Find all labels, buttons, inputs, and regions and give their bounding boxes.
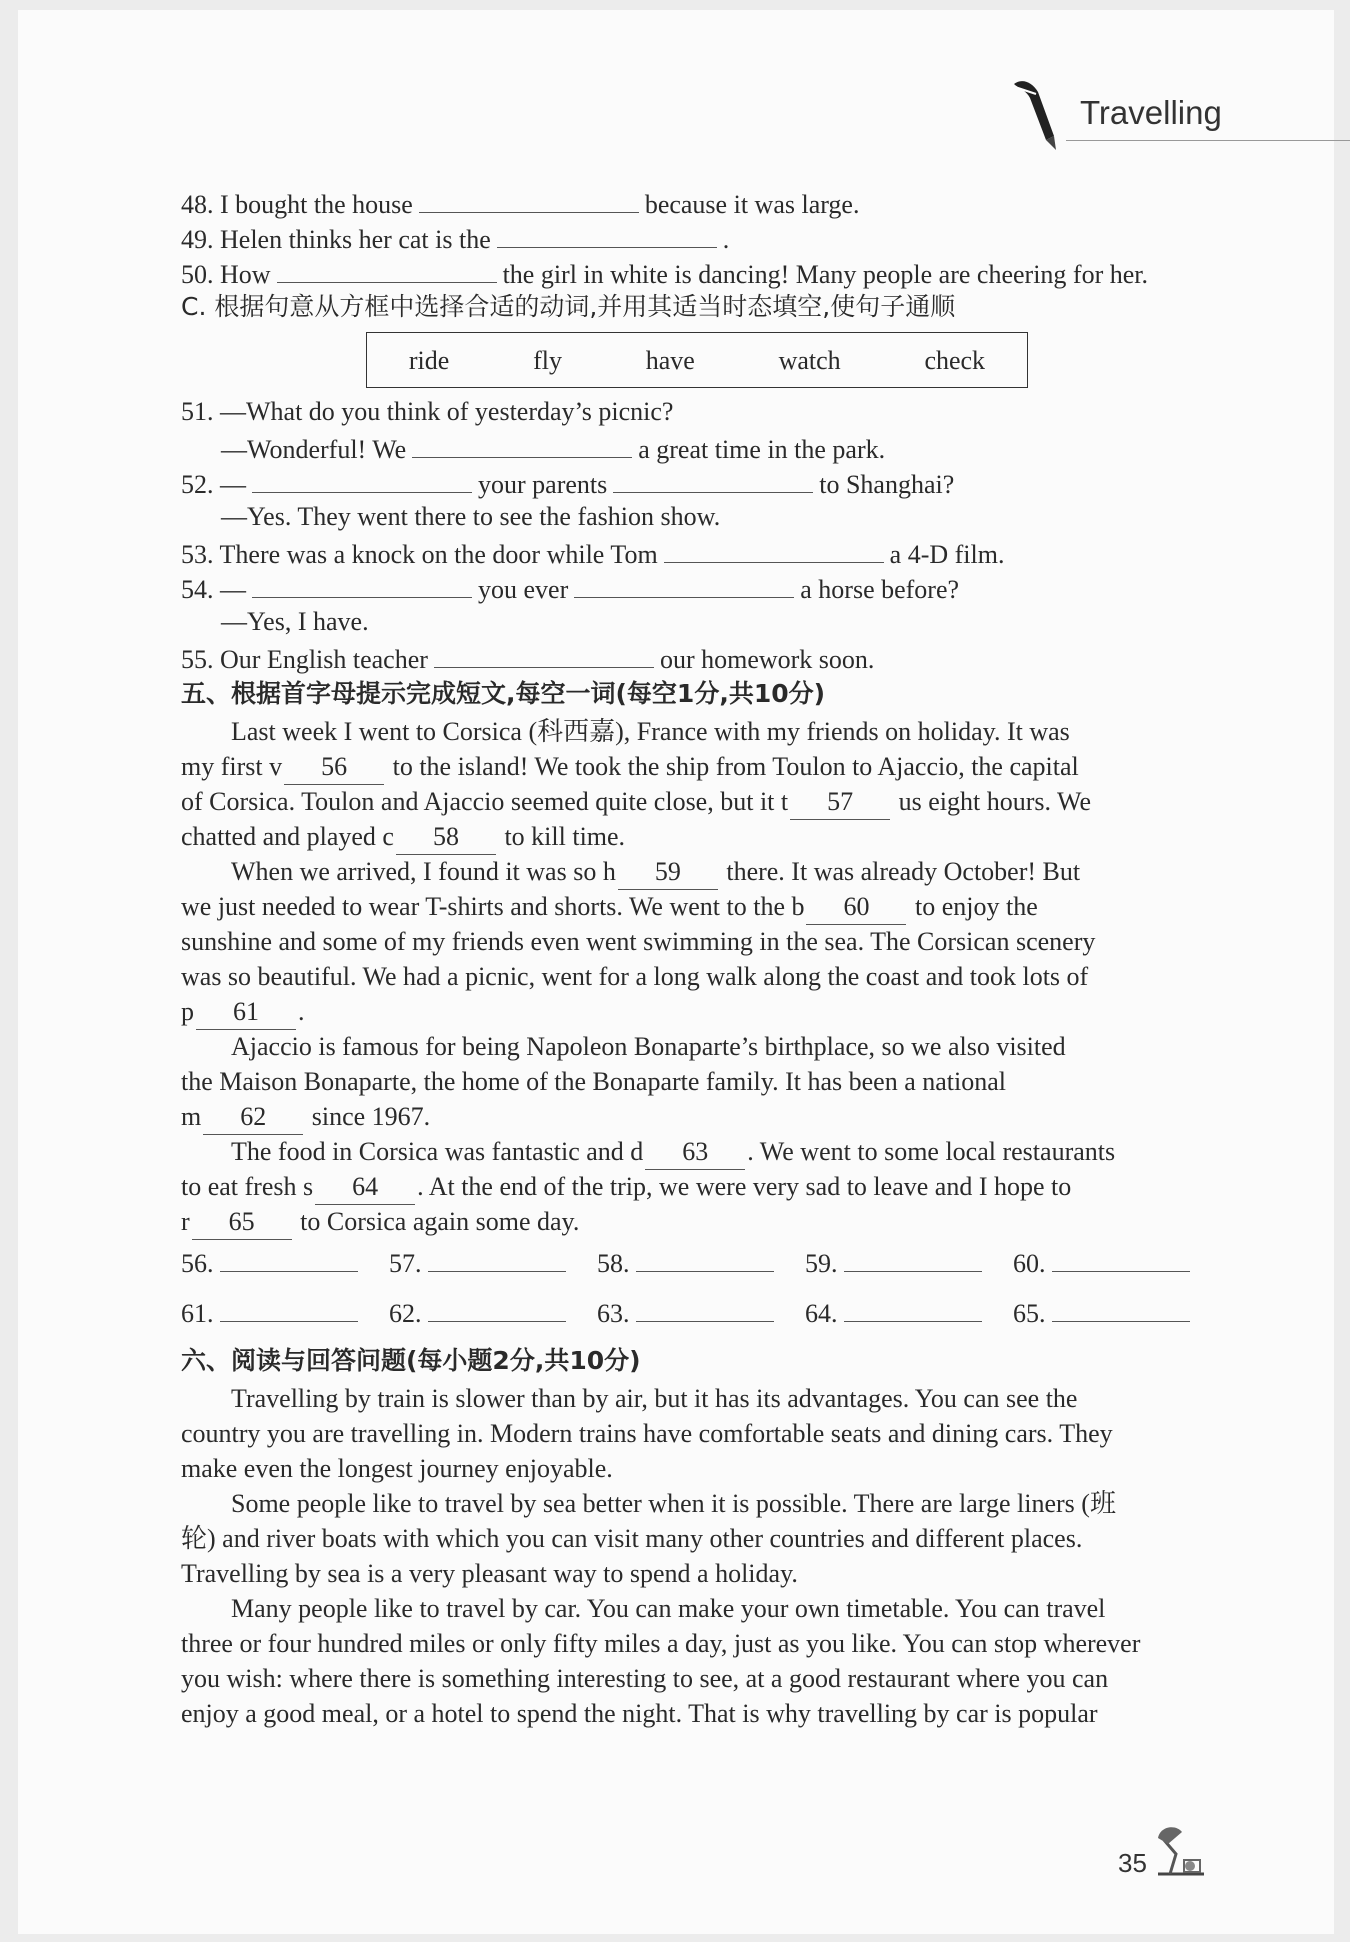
section-6-passage <box>181 1381 1221 1731</box>
page-number: 35 <box>1118 1848 1147 1878</box>
answer-blank[interactable] <box>613 464 813 493</box>
passage-line <box>181 1134 1221 1169</box>
passage-text: to kill time. <box>504 822 626 851</box>
answer-line[interactable] <box>220 1293 358 1322</box>
section-5-passage <box>181 714 1221 1239</box>
answer-blank[interactable] <box>252 569 472 598</box>
answer-item <box>181 1243 389 1281</box>
passage-line: Ajaccio is famous for being Napoleon Bonaparte’s birthplace, so we also visited <box>231 1032 1066 1061</box>
answer-number: 56. <box>181 1249 214 1278</box>
answer-line[interactable] <box>844 1243 982 1272</box>
answer-item <box>389 1293 597 1331</box>
answer-item <box>389 1243 597 1281</box>
passage-line <box>181 749 1221 784</box>
passage-line <box>181 1204 1221 1239</box>
answer-item <box>597 1293 805 1331</box>
answer-number: 64. <box>805 1299 838 1328</box>
question-text: because it was large. <box>644 190 860 219</box>
question-text: your parents <box>478 470 608 499</box>
question-text: 50. How <box>181 260 271 289</box>
question-text: you ever <box>478 575 569 604</box>
question-51: 51. —What do you think of yesterday’s picnic? <box>181 397 674 426</box>
answer-item <box>181 1293 389 1331</box>
passage-line: enjoy a good meal, or a hotel to spend the night. That is why travelling by car is popular <box>181 1699 1098 1728</box>
passage-line <box>181 1099 1221 1134</box>
passage-line: Travelling by train is slower than by air, but it has its advantages. You can see the <box>231 1384 1078 1413</box>
word-option: have <box>645 345 695 375</box>
question-text: 48. I bought the house <box>181 190 413 219</box>
passage-text: of Corsica. Toulon and Ajaccio seemed quite close, but it t <box>181 787 789 816</box>
question-text: 49. Helen thinks her cat is the <box>181 225 491 254</box>
passage-line <box>181 854 1221 889</box>
answer-number: 58. <box>597 1249 630 1278</box>
passage-text: . <box>298 997 305 1026</box>
blank-56[interactable]: 56 <box>284 749 384 785</box>
header-title: Travelling <box>1080 94 1222 131</box>
section-c-instruction: C. 根据句意从方框中选择合适的动词,并用其适当时态填空,使句子通顺 <box>181 292 956 321</box>
question-55 <box>181 639 1221 674</box>
question-54 <box>181 569 1221 604</box>
question-text: —Wonderful! We <box>221 435 407 464</box>
answer-blank[interactable] <box>412 429 632 458</box>
passage-text: since 1967. <box>311 1102 431 1131</box>
word-option: check <box>924 345 986 375</box>
passage-line: Travelling by sea is a very pleasant way to spend a holiday. <box>181 1559 798 1588</box>
passage-text: we just needed to wear T-shirts and shorts. We went to the b <box>181 892 805 921</box>
answer-blank[interactable] <box>434 639 654 668</box>
question-text: 54. — <box>181 575 246 604</box>
answer-blank[interactable] <box>277 254 497 283</box>
blank-63[interactable]: 63 <box>645 1134 745 1170</box>
passage-text: The food in Corsica was fantastic and d <box>231 1137 644 1166</box>
exercise-content <box>181 184 1221 1731</box>
passage-text: there. It was already October! But <box>726 857 1081 886</box>
question-text: 55. Our English teacher <box>181 645 428 674</box>
blank-61[interactable]: 61 <box>196 994 296 1030</box>
question-text: our homework soon. <box>659 645 875 674</box>
passage-text: to Corsica again some day. <box>300 1207 580 1236</box>
answer-number: 63. <box>597 1299 630 1328</box>
passage-line: Last week I went to Corsica (科西嘉), France with my friends on holiday. It was <box>231 717 1070 746</box>
question-53 <box>181 534 1221 569</box>
answer-number: 59. <box>805 1249 838 1278</box>
answer-item <box>805 1293 1013 1331</box>
header-rule <box>1066 140 1350 141</box>
blank-65[interactable]: 65 <box>192 1204 292 1240</box>
question-text: . <box>722 225 730 254</box>
question-text: a 4-D film. <box>889 540 1005 569</box>
pen-icon <box>1008 78 1062 156</box>
answer-number: 57. <box>389 1249 422 1278</box>
answer-number: 61. <box>181 1299 214 1328</box>
passage-line <box>181 994 1221 1029</box>
question-50 <box>181 254 1221 289</box>
question-text: 53. There was a knock on the door while Tom <box>181 540 658 569</box>
passage-text: us eight hours. We <box>898 787 1092 816</box>
answer-item <box>597 1243 805 1281</box>
answer-number: 65. <box>1013 1299 1046 1328</box>
answer-item <box>805 1243 1013 1281</box>
passage-text: to enjoy the <box>914 892 1038 921</box>
answer-line[interactable] <box>636 1243 774 1272</box>
word-option: fly <box>533 345 562 375</box>
passage-text: chatted and played c <box>181 822 394 851</box>
question-49 <box>181 219 1221 254</box>
answer-blank[interactable] <box>252 464 472 493</box>
passage-text: m <box>181 1102 202 1131</box>
answer-line[interactable] <box>1052 1243 1190 1272</box>
passage-text: When we arrived, I found it was so h <box>231 857 616 886</box>
question-51-reply <box>181 429 1221 464</box>
answer-blank[interactable] <box>574 569 794 598</box>
blank-58[interactable]: 58 <box>396 819 496 855</box>
answer-line[interactable] <box>428 1243 566 1272</box>
question-48 <box>181 184 1221 219</box>
section-5-title: 五、根据首字母提示完成短文,每空一词(每空1分,共10分) <box>181 679 826 708</box>
answer-number: 60. <box>1013 1249 1046 1278</box>
answer-line[interactable] <box>636 1293 774 1322</box>
passage-text: r <box>181 1207 190 1236</box>
answer-item <box>1013 1243 1221 1281</box>
answer-line[interactable] <box>844 1293 982 1322</box>
question-text: a great time in the park. <box>638 435 886 464</box>
passage-line <box>181 784 1221 819</box>
blank-62[interactable]: 62 <box>203 1099 303 1135</box>
blank-57[interactable]: 57 <box>790 784 890 820</box>
word-box <box>366 332 1028 388</box>
answer-line[interactable] <box>220 1243 358 1272</box>
passage-text: . At the end of the trip, we were very sad to leave and I hope to <box>417 1172 1072 1201</box>
passage-text: my first v <box>181 752 283 781</box>
passage-line: 轮) and river boats with which you can visit many other countries and different places. <box>181 1524 1083 1553</box>
question-text: the girl in white is dancing! Many people are cheering for her. <box>502 260 1149 289</box>
passage-line: you wish: where there is something interesting to see, at a good restaurant where you can <box>181 1664 1109 1693</box>
passage-line: make even the longest journey enjoyable. <box>181 1454 613 1483</box>
desk-lamp-icon <box>1150 1818 1212 1878</box>
blank-59[interactable]: 59 <box>618 854 718 890</box>
passage-text: to eat fresh s <box>181 1172 314 1201</box>
word-option: watch <box>778 345 841 375</box>
passage-line <box>181 889 1221 924</box>
answer-item <box>1013 1293 1221 1331</box>
passage-text: to the island! We took the ship from Toulon to Ajaccio, the capital <box>392 752 1079 781</box>
passage-line <box>181 819 1221 854</box>
question-text: to Shanghai? <box>819 470 955 499</box>
passage-line: three or four hundred miles or only fifty miles a day, just as you like. You can stop wherever <box>181 1629 1141 1658</box>
passage-line <box>181 1169 1221 1204</box>
answer-blank[interactable] <box>664 534 884 563</box>
passage-line: was so beautiful. We had a picnic, went for a long walk along the coast and took lots of <box>181 962 1089 991</box>
blank-64[interactable]: 64 <box>315 1169 415 1205</box>
answer-blank[interactable] <box>419 184 639 213</box>
word-option: ride <box>408 345 450 375</box>
question-52-reply: —Yes. They went there to see the fashion show. <box>221 502 721 531</box>
answer-line[interactable] <box>1052 1293 1190 1322</box>
passage-line: the Maison Bonaparte, the home of the Bonaparte family. It has been a national <box>181 1067 1006 1096</box>
answer-line[interactable] <box>428 1293 566 1322</box>
question-54-reply: —Yes, I have. <box>221 607 369 636</box>
answer-number: 62. <box>389 1299 422 1328</box>
question-text: 52. — <box>181 470 246 499</box>
passage-line: sunshine and some of my friends even went swimming in the sea. The Corsican scenery <box>181 927 1096 956</box>
question-text: a horse before? <box>800 575 960 604</box>
answer-blank[interactable] <box>497 219 717 248</box>
section-6-title: 六、阅读与回答问题(每小题2分,共10分) <box>181 1346 641 1375</box>
workbook-page <box>18 10 1334 1934</box>
passage-line: Many people like to travel by car. You can make your own timetable. You can travel <box>231 1594 1106 1623</box>
passage-text: p <box>181 997 194 1026</box>
passage-line: Some people like to travel by sea better when it is possible. There are large liners (班 <box>231 1489 1116 1518</box>
passage-text: . We went to some local restaurants <box>747 1137 1116 1166</box>
blank-60[interactable]: 60 <box>806 889 906 925</box>
answer-grid <box>181 1243 1221 1331</box>
question-52 <box>181 464 1221 499</box>
passage-line: country you are travelling in. Modern trains have comfortable seats and dining cars. They <box>181 1419 1113 1448</box>
